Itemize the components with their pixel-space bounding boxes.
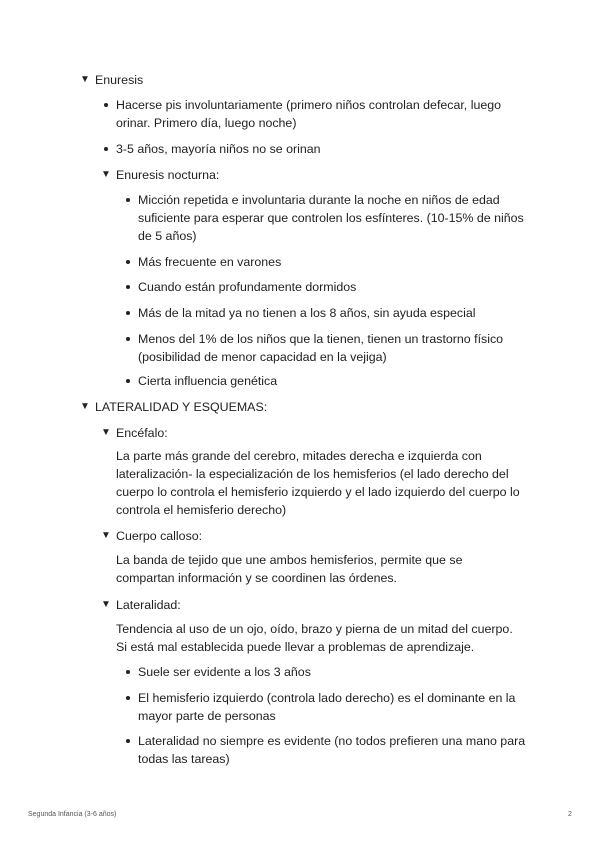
enuresis-heading: Enuresis [95, 73, 144, 87]
list-item: Cierta influencia genética [138, 374, 278, 388]
list-item: El hemisferio izquierdo (controla lado derecho) es el dominante en la mayor parte de personas [138, 691, 516, 723]
bullet-icon [104, 147, 108, 151]
list-item: Suele ser evidente a los 3 años [138, 665, 311, 679]
list-item: 3-5 años, mayoría niños no se orinan [116, 142, 321, 156]
bullet-icon [126, 198, 130, 202]
toggle-triangle-icon[interactable]: ▼ [101, 169, 111, 180]
toggle-triangle-icon[interactable]: ▼ [101, 427, 111, 438]
list-item: Micción repetida e involuntaria durante la noche en niños de edad suficiente para esperar que controlen los esfínteres. (10-15% de niños de 5 años) [138, 193, 524, 243]
bullet-icon [126, 337, 130, 341]
bullet-icon [126, 379, 130, 383]
bullet-icon [126, 260, 130, 264]
page-number: 2 [568, 811, 572, 818]
lateralidad-heading: LATERALIDAD Y ESQUEMAS: [95, 400, 268, 414]
list-item: Lateralidad no siempre es evidente (no todos prefieren una mano para todas las tareas) [138, 734, 526, 766]
cuerpo-calloso-text: La banda de tejido que une ambos hemisferios, permite que se compartan información y se coordinen las órdenes. [116, 553, 463, 585]
bullet-icon [126, 670, 130, 674]
enuresis-nocturna-heading: Enuresis nocturna: [116, 168, 220, 182]
bullet-icon [126, 739, 130, 743]
toggle-triangle-icon[interactable]: ▼ [80, 74, 90, 85]
list-item: Más frecuente en varones [138, 255, 282, 269]
bullet-icon [126, 311, 130, 315]
lateralidad-text: Tendencia al uso de un ojo, oído, brazo y pierna de un mitad del cuerpo. Si está mal establecida puede llevar a problemas de aprendizaje. [116, 622, 513, 654]
toggle-triangle-icon[interactable]: ▼ [80, 401, 90, 412]
lateralidad-sub-heading: Lateralidad: [116, 598, 181, 612]
bullet-icon [126, 696, 130, 700]
list-item: Más de la mitad ya no tienen a los 8 años, sin ayuda especial [138, 306, 476, 320]
list-item: Menos del 1% de los niños que la tienen, tienen un trastorno físico (posibilidad de menor capacidad en la vejiga) [138, 332, 504, 364]
list-item: Hacerse pis involuntariamente (primero niños controlan defecar, luego orinar. Primero día, luego noche) [116, 98, 502, 130]
bullet-icon [126, 285, 130, 289]
footer-title: Segunda Infancia (3-6 años) [28, 811, 117, 818]
cuerpo-calloso-heading: Cuerpo calloso: [116, 529, 203, 543]
encefalo-heading: Encéfalo: [116, 426, 168, 440]
encefalo-text: La parte más grande del cerebro, mitades derecha e izquierda con lateralización- la especialización de los hemisferios (el lado derecho del cuerpo lo controla el hemisferio izquierdo y el lado izquierdo del cuerpo lo controla el hemisferio derecho) [116, 449, 520, 517]
bullet-icon [104, 103, 108, 107]
list-item: Cuando están profundamente dormidos [138, 280, 357, 294]
toggle-triangle-icon[interactable]: ▼ [101, 530, 111, 541]
toggle-triangle-icon[interactable]: ▼ [101, 599, 111, 610]
